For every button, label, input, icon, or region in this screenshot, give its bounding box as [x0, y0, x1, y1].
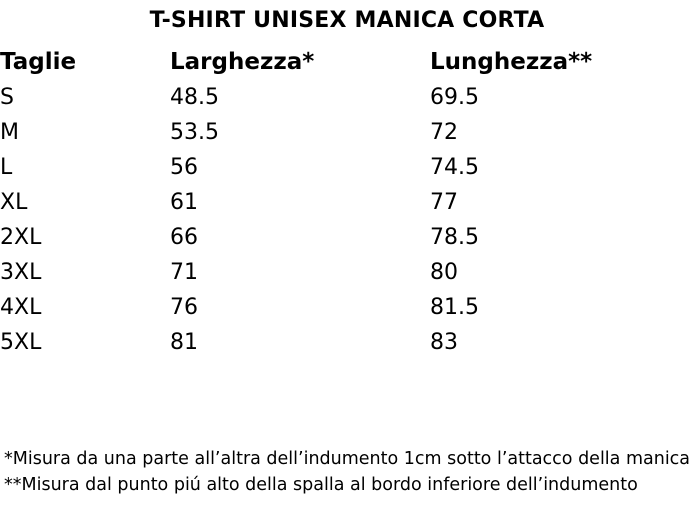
cell-length: 83 [430, 330, 458, 355]
table-header-row [0, 49, 694, 85]
cell-width: 48.5 [170, 85, 219, 110]
cell-length: 69.5 [430, 85, 479, 110]
cell-size: L [0, 155, 13, 180]
cell-size: 5XL [0, 330, 42, 355]
cell-size: XL [0, 190, 28, 215]
cell-width: 53.5 [170, 120, 219, 145]
table-row [0, 225, 694, 260]
cell-width: 56 [170, 155, 198, 180]
cell-size: 3XL [0, 260, 42, 285]
column-header-length: Lunghezza** [430, 49, 593, 75]
cell-length: 74.5 [430, 155, 479, 180]
column-header-width: Larghezza* [170, 49, 315, 75]
cell-size: 4XL [0, 295, 42, 320]
page-title: T-SHIRT UNISEX MANICA CORTA [149, 8, 545, 33]
cell-width: 61 [170, 190, 198, 215]
cell-size: M [0, 120, 19, 145]
table-row [0, 295, 694, 330]
column-header-sizes: Taglie [0, 49, 77, 75]
cell-length: 72 [430, 120, 458, 145]
cell-length: 81.5 [430, 295, 479, 320]
size-table [0, 49, 694, 365]
footnote-width: *Misura da una parte all’altra dell’indumento 1cm sotto l’attacco della manica [4, 449, 691, 470]
cell-width: 76 [170, 295, 198, 320]
table-row [0, 155, 694, 190]
table-row [0, 190, 694, 225]
table-row [0, 85, 694, 120]
cell-length: 77 [430, 190, 458, 215]
cell-width: 66 [170, 225, 198, 250]
table-row [0, 260, 694, 295]
footnotes [0, 447, 694, 498]
table-row [0, 120, 694, 155]
cell-size: 2XL [0, 225, 42, 250]
table-row [0, 330, 694, 365]
cell-width: 71 [170, 260, 198, 285]
cell-length: 78.5 [430, 225, 479, 250]
footnote-length: **Misura dal punto piú alto della spalla al bordo inferiore dell’indumento [4, 474, 638, 495]
cell-width: 81 [170, 330, 198, 355]
cell-length: 80 [430, 260, 458, 285]
cell-size: S [0, 85, 14, 110]
